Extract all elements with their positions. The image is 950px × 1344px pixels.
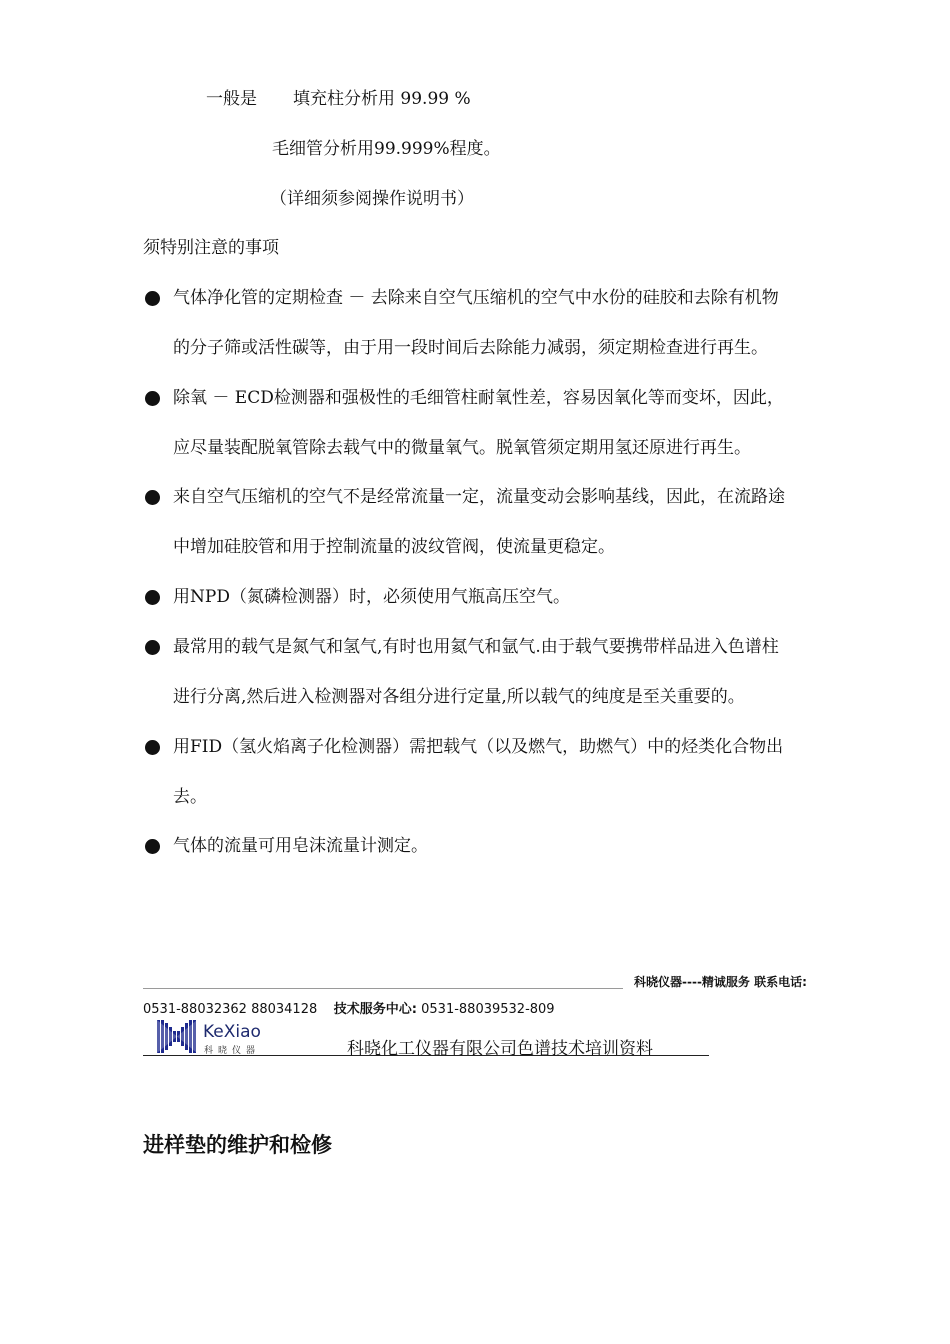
bullet-icon (145, 490, 160, 505)
footer-tech-label: 技术服务中心: (333, 1002, 417, 1017)
bullet-icon (145, 839, 160, 854)
section-heading: 进样垫的维护和检修 (143, 1133, 332, 1157)
logo-subtitle: 科晓仪器 (204, 1046, 261, 1056)
logo-name: KeXiao (203, 1022, 261, 1042)
list-item-line: 应尽量装配脱氧管除去载气中的微量氧气。脱氧管须定期用氢还原进行再生。 (173, 438, 751, 458)
list-item-line: 来自空气压缩机的空气不是经常流量一定，流量变动会影响基线，因此，在流路途 (173, 487, 785, 507)
intro-packed-column: 填充柱分析用 99.99 % (293, 89, 471, 109)
bullet-icon (145, 291, 160, 306)
footer-contact-line: 科晓仪器----精诚服务 联系电话: (634, 975, 807, 989)
intro-capillary-column: 毛细管分析用99.999%程度。 (272, 139, 501, 159)
list-item-line: 用FID（氢火焰离子化检测器）需把载气（以及燃气，助燃气）中的烃类化合物出 (173, 737, 784, 757)
list-item-line: 用NPD（氮磷检测器）时，必须使用气瓶高压空气。 (173, 587, 570, 607)
list-item-line: 除氧 － ECD检测器和强极性的毛细管柱耐氧性差，容易因氧化等而变坏，因此， (173, 388, 784, 408)
bullet-icon (145, 640, 160, 655)
bullet-icon (145, 391, 160, 406)
list-item-line: 的分子筛或活性碳等，由于用一段时间后去除能力减弱，须定期检查进行再生。 (173, 338, 768, 358)
special-notes-title: 须特别注意的事项 (143, 238, 279, 258)
list-item-line: 气体净化管的定期检查 － 去除来自空气压缩机的空气中水份的硅胶和去除有机物 (173, 288, 779, 308)
footer-phone-numbers (143, 998, 555, 1017)
kexiao-logo-icon (157, 1020, 197, 1053)
footer-company-name: 科晓化工仪器有限公司色谱技术培训资料 (347, 1039, 653, 1059)
footer-divider (143, 988, 623, 989)
list-item-line: 进行分离,然后进入检测器对各组分进行定量,所以载气的纯度是至关重要的。 (173, 687, 745, 707)
footer-phones: 0531-88032362 88034128 (143, 1002, 318, 1017)
footer-tech-phone: 0531-88039532-809 (421, 1002, 555, 1017)
list-item-line: 去。 (173, 787, 207, 807)
list-item-line: 最常用的载气是氮气和氢气,有时也用氦气和氩气.由于载气要携带样品进入色谱柱 (173, 637, 779, 657)
bullet-icon (145, 740, 160, 755)
list-item-line: 中增加硅胶管和用于控制流量的波纹管阀，使流量更稳定。 (173, 537, 615, 557)
intro-manual-note: （详细须参阅操作说明书） (270, 189, 474, 209)
intro-label: 一般是 (206, 89, 257, 109)
list-item-line: 气体的流量可用皂沫流量计测定。 (173, 836, 428, 856)
footer-underline (143, 1055, 709, 1056)
bullet-icon (145, 590, 160, 605)
